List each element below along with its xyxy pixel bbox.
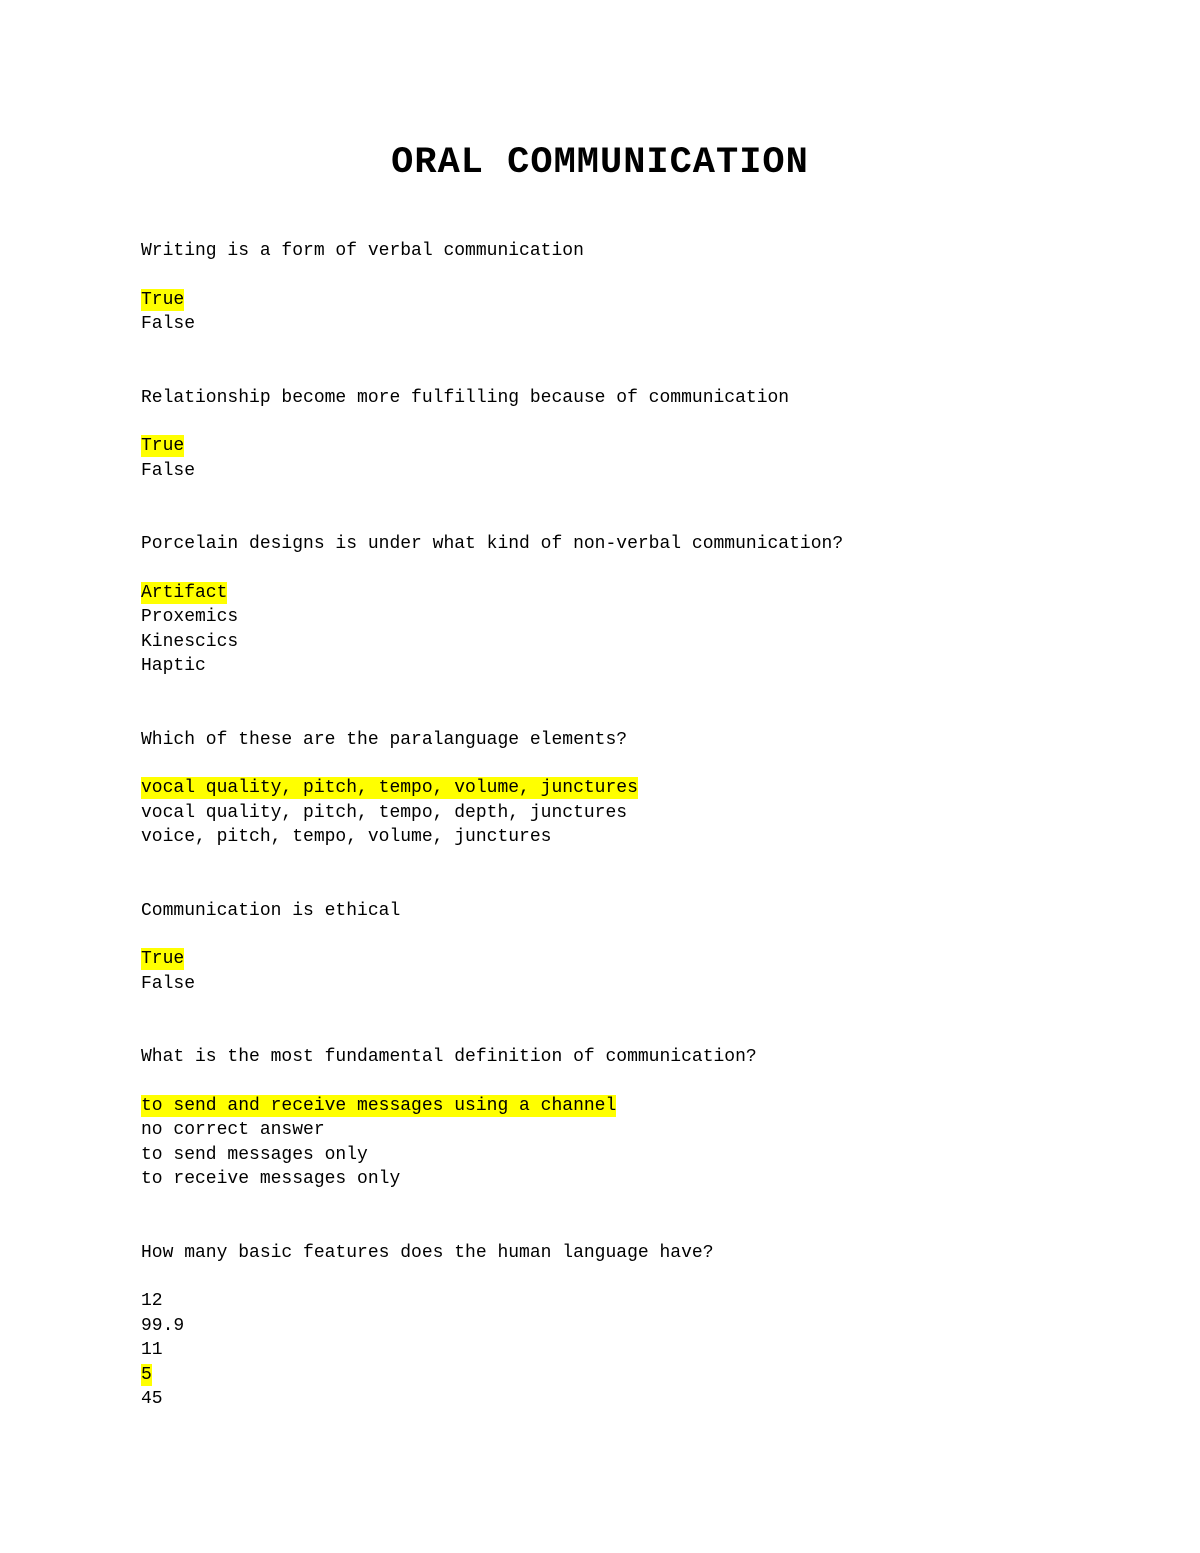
answer-option-label: 11: [141, 1340, 163, 1360]
questions-list: [141, 239, 1141, 1461]
answer-option: [141, 654, 1141, 679]
page-title: ORAL COMMUNICATION: [391, 142, 809, 184]
answer-option: [141, 1338, 1141, 1363]
question-block: [141, 728, 1141, 850]
answer-option: [141, 459, 1141, 484]
answer-option-label: 45: [141, 1389, 163, 1409]
answer-options: [141, 947, 1141, 996]
answer-option: [141, 1118, 1141, 1143]
answer-option-highlighted: [141, 1094, 1141, 1119]
answer-option-label: Artifact: [141, 582, 228, 603]
answer-option-label: True: [141, 289, 185, 310]
question-text: Writing is a form of verbal communication: [141, 241, 584, 261]
question-block: [141, 1045, 1141, 1192]
answer-option: [141, 1289, 1141, 1314]
question-text: Porcelain designs is under what kind of non-verbal communication?: [141, 534, 844, 554]
answer-option-label: False: [141, 973, 196, 994]
answer-option-label: False: [141, 460, 196, 481]
answer-options: [141, 776, 1141, 850]
answer-option-highlighted: [141, 288, 1141, 313]
answer-options: [141, 288, 1141, 337]
question-text: How many basic features does the human language have?: [141, 1242, 714, 1263]
answer-option: [141, 801, 1141, 826]
question-text: What is the most fundamental definition of communication?: [141, 1047, 757, 1067]
question-block: [141, 532, 1141, 679]
answer-option: [141, 972, 1141, 997]
answer-option: [141, 1167, 1141, 1192]
answer-option-highlighted: [141, 434, 1141, 459]
question-text: Communication is ethical: [141, 900, 401, 921]
question-text: Relationship become more fulfilling because of communication: [141, 387, 790, 408]
answer-option-label: Haptic: [141, 656, 206, 676]
answer-option: [141, 312, 1141, 337]
answer-option-label: vocal quality, pitch, tempo, depth, junctures: [141, 802, 628, 823]
question-block: [141, 1241, 1141, 1412]
answer-options: [141, 1289, 1141, 1412]
answer-option-label: Proxemics: [141, 607, 239, 627]
answer-option-label: True: [141, 436, 185, 456]
answer-option: [141, 1314, 1141, 1339]
answer-options: [141, 434, 1141, 483]
answer-option-highlighted: [141, 776, 1141, 801]
answer-option-highlighted: [141, 1363, 1141, 1388]
answer-option: [141, 1143, 1141, 1168]
question-block: [141, 899, 1141, 997]
question-block: [141, 386, 1141, 484]
answer-option-label: voice, pitch, tempo, volume, junctures: [141, 827, 552, 847]
answer-option: [141, 630, 1141, 655]
answer-option-label: to receive messages only: [141, 1169, 401, 1189]
answer-options: [141, 1094, 1141, 1192]
answer-option-label: to send and receive messages using a channel: [141, 1095, 617, 1116]
answer-option-label: vocal quality, pitch, tempo, volume, junctures: [141, 778, 638, 798]
answer-option-label: no correct answer: [141, 1120, 325, 1140]
question-block: [141, 239, 1141, 337]
answer-option: [141, 825, 1141, 850]
answer-option-highlighted: [141, 581, 1141, 606]
answer-option-highlighted: [141, 947, 1141, 972]
answer-option-label: False: [141, 314, 196, 334]
answer-option: [141, 605, 1141, 630]
answer-option-label: True: [141, 949, 185, 969]
answer-option-label: 5: [141, 1364, 152, 1385]
answer-option-label: 12: [141, 1291, 163, 1311]
answer-option-label: 99.9: [141, 1315, 185, 1336]
answer-option-label: to send messages only: [141, 1144, 368, 1165]
answer-option: [141, 1387, 1141, 1412]
answer-option-label: Kinescics: [141, 631, 239, 652]
question-text: Which of these are the paralanguage elements?: [141, 729, 628, 750]
answer-options: [141, 581, 1141, 679]
